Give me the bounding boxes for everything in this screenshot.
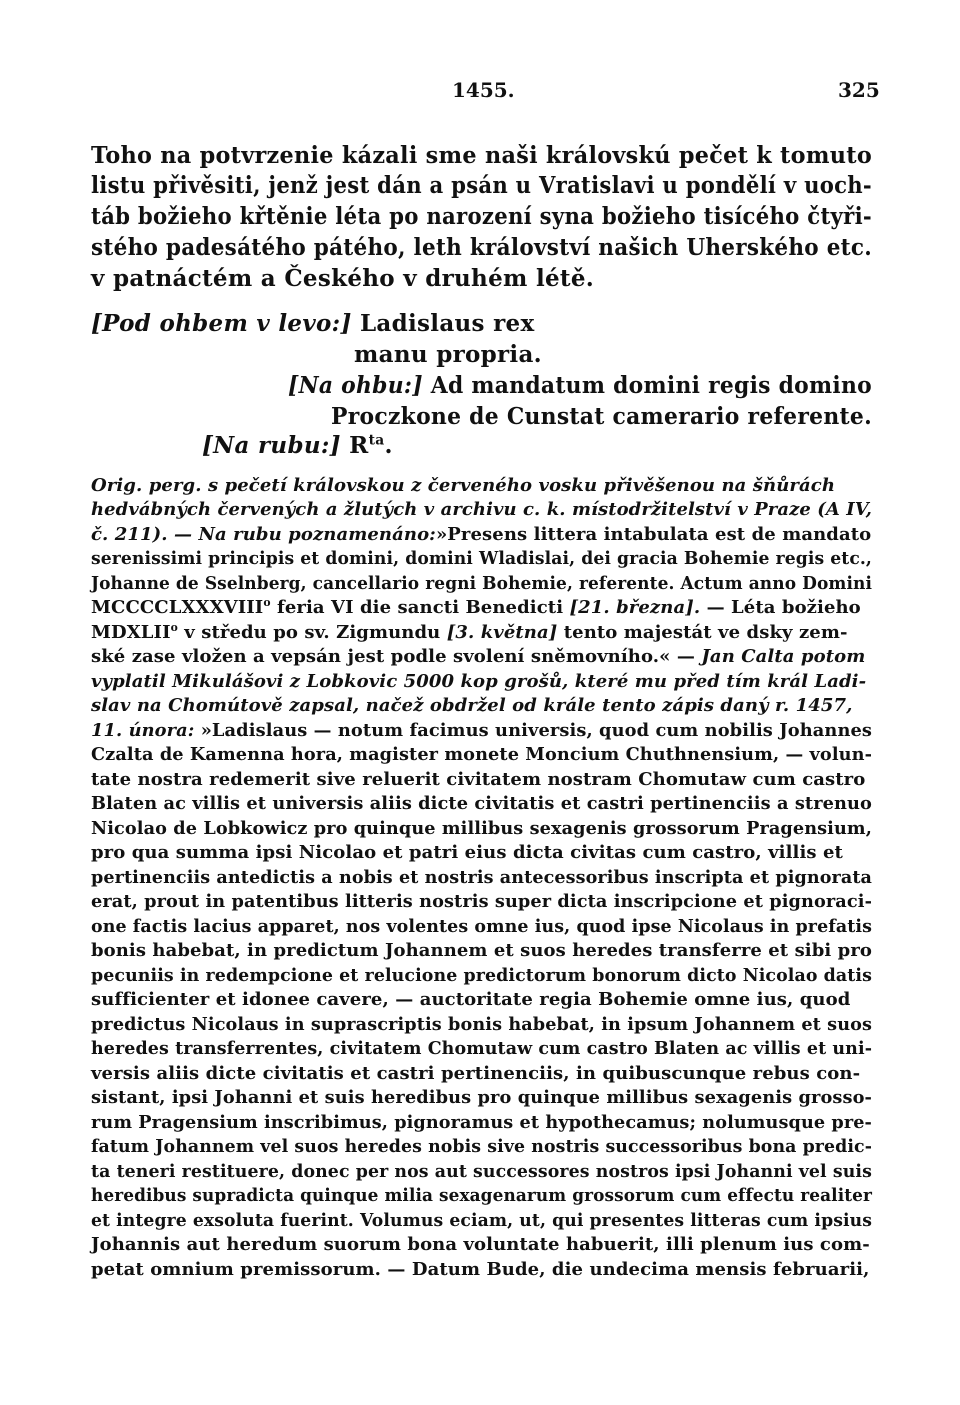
main-line: táb božieho křtěnie léta po narození syna božieho tisícého čtyři-	[91, 203, 872, 230]
note-text: v středu po sv. Zigmundu	[177, 622, 447, 643]
note-text: tento majestát ve dsky zem-	[557, 622, 848, 643]
note-line: one factis lacius apparet, nos volentes omne ius, quod ipse Nicolaus in prefatis	[91, 916, 872, 937]
note-line: pro qua summa ipsi Nicolao et patri eius dicta civitas cum castro, villis et	[91, 842, 843, 863]
main-line: Toho na potvrzenie kázali sme naši královskú pečet k tomuto	[91, 142, 873, 169]
note-line: predictus Nicolaus in suprascriptis bonis habebat, in ipsum Johannem et suos	[91, 1014, 873, 1035]
note-line: Nicolao de Lobkowicz pro quinque millibus sexagenis grossorum Pragensium,	[91, 818, 872, 839]
pod-ohbem-label: [Pod ohbem v levo:]	[91, 310, 352, 337]
note-text: Orig. perg. s pečetí královskou z červeného vosku přivěšenou na šňůrách	[91, 475, 836, 496]
note-line: heredibus supradicta quinque milia sexagenarum grossorum cum effectu realiter	[91, 1185, 872, 1206]
note-text: Jan Calta potom	[701, 646, 866, 667]
note-text: serenissimi principis et domini, domini Wladislai, dei gracia Bohemie regis etc.,	[91, 548, 873, 569]
note-text: č. 211). — Na rubu poznamenáno:	[91, 524, 436, 545]
na-rubu-label: [Na rubu:]	[202, 432, 341, 459]
note-line: Johannis aut heredum suorum bona voluntate habuerit, illi plenum ius com-	[91, 1234, 870, 1255]
proczkone-line: Proczkone de Cunstat camerario referente.	[331, 403, 872, 430]
ad-mandatum: Ad mandatum domini regis domino	[430, 372, 872, 399]
note-text: »Ladislaus — notum facimus universis, quod cum nobilis Johannes	[194, 720, 873, 741]
note-text: MDXLII	[91, 622, 171, 643]
note-line: petat omnium premissorum. — Datum Bude, die undecima mensis februarii,	[91, 1259, 870, 1280]
note-line: heredes transferrentes, civitatem Chomutaw cum castro Blaten ac villis et uni-	[91, 1038, 873, 1059]
note-line: rum Pragensium inscribimus, pignoramus et hypothecamus; nolumusque pre-	[91, 1112, 872, 1133]
note-text: 11. února:	[91, 720, 195, 741]
note-text: [3. května]	[446, 622, 558, 643]
note-text: »Presens littera intabulata est de mandato	[435, 524, 872, 545]
note-line: sistant, ipsi Johanni et suis heredibus pro quinque millibus sexagenis grosso-	[91, 1087, 873, 1108]
note-text: vyplatil Mikulášovi z Lobkovic 5000 kop grošů, které mu před tím král Ladi-	[91, 671, 867, 692]
note-text: Johanne de Sselnberg, cancellario regni Bohemie, referente. Actum anno Domini	[91, 573, 873, 594]
note-text: [21. března].	[569, 597, 701, 618]
main-line: stého padesátého pátého, leth království našich Uherského etc.	[91, 234, 873, 261]
ladislaus-rex: Ladislaus rex	[359, 310, 535, 337]
note-line: Blaten ac villis et universis aliis dicte civitatis et castri pertinenciis a strenuo	[91, 793, 872, 814]
note-line: pertinenciis antedictis a nobis et nostris antecessoribus inscripta et pignorata	[91, 867, 873, 888]
note-line: fatum Johannem vel suos heredes nobis sive nostris successoribus bona predic-	[91, 1136, 872, 1157]
note-line: ta teneri restituere, donec per nos aut successores nostros ipsi Johanni vel suis	[91, 1161, 872, 1182]
rta-mark: $R^{ta}$.	[349, 432, 393, 459]
note-text: — Léta božieho	[700, 597, 861, 618]
page-number: 325	[838, 78, 880, 102]
note-text: ské zase vložen a vepsán jest podle svolení sněmovního.« —	[91, 646, 702, 667]
note-line: versis aliis dicte civitatis et castri pertinenciis, in quibuscunque rebus con-	[91, 1063, 861, 1084]
note-line: pecuniis in redempcione et relucione predictorum bonorum dicto Nicolao datis	[91, 965, 872, 986]
na-ohbu-label: [Na ohbu:]	[288, 372, 423, 399]
manu-propria: manu propria.	[354, 341, 542, 368]
note-line: sufficienter et idonee cavere, — auctoritate regia Bohemie omne ius, quod	[91, 989, 851, 1010]
note-line: tate nostra redemerit sive reluerit civitatem nostram Chomutaw cum castro	[91, 769, 866, 790]
note-text: feria VI die sancti Benedicti	[270, 597, 570, 618]
note-line: erat, prout in patentibus litteris nostris super dicta inscripcione et pignoraci-	[91, 891, 873, 912]
main-line: listu přivěsiti, jenž jest dán a psán u Vratislavi u pondělí v uoch-	[91, 172, 872, 199]
note-text: hedvábných červených a žlutých v archivu c. k. místodržitelství v Praze (A IV,	[91, 499, 872, 520]
note-line: bonis habebat, in predictum Johannem et suos heredes transferre et sibi pro	[91, 940, 872, 961]
note-text: slav na Chomútově zapsal, načež obdržel od krále tento zápis daný r. 1457,	[91, 695, 853, 716]
note-line: Czalta de Kamenna hora, magister monete Moncium Chuthnensium, — volun-	[91, 744, 873, 765]
main-line: v patnáctém a Českého v druhém létě.	[91, 265, 595, 292]
note-text: MCCCCLXXXVIII	[91, 597, 264, 618]
header-year: 1455.	[452, 78, 515, 102]
note-line: et integre exsoluta fuerint. Volumus eciam, ut, qui presentes litteras cum ipsius	[91, 1210, 872, 1231]
